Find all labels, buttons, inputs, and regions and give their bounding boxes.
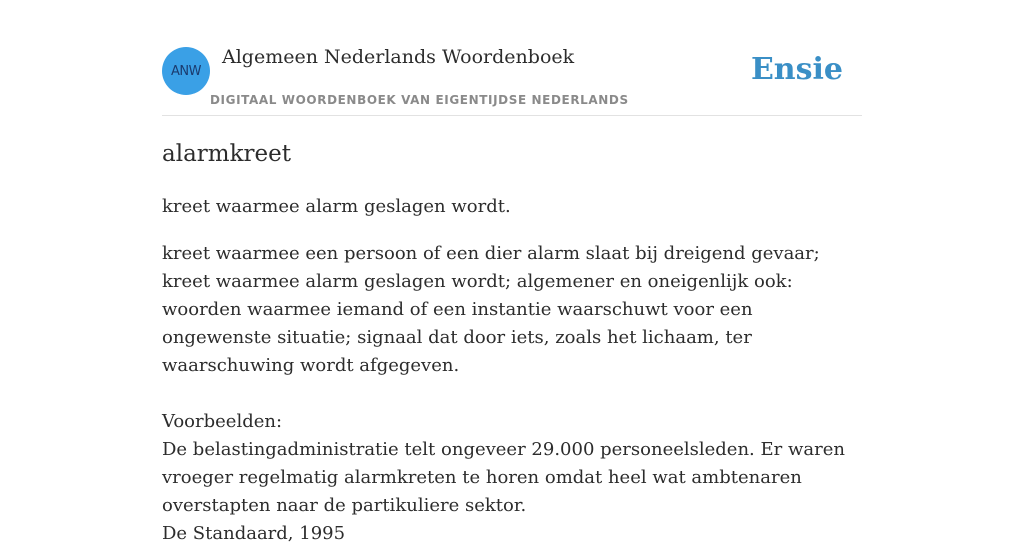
- site-header: [162, 46, 862, 116]
- short-definition: kreet waarmee alarm geslagen wordt.: [162, 196, 511, 217]
- full-definition: kreet waarmee een persoon of een dier alarm slaat bij dreigend gevaar; kreet waarmee alarm geslagen wordt; algemener en oneigenlijk ook: woorden waarmee iemand of een instantie waarschuwt voor een ongewenste situatie; signaal dat door iets, zoals het lichaam, ter waarschuwing wordt afgegeven.: [162, 243, 820, 376]
- logo-text: ANW: [171, 63, 201, 79]
- entry-content: [162, 138, 864, 548]
- ensie-brand-logo[interactable]: Ensie: [750, 52, 843, 87]
- entry-body: [162, 240, 864, 548]
- entry-headword: alarmkreet: [162, 141, 291, 167]
- anw-logo[interactable]: [162, 47, 210, 95]
- example-text: De belastingadministratie telt ongeveer 29.000 personeelsleden. Er waren vroeger regelmatig alarmkreten te horen omdat heel wat ambtenaren overstapten naar de partikuliere sektor.: [162, 439, 845, 516]
- examples-label: Voorbeelden:: [162, 411, 283, 432]
- example-source: De Standaard, 1995: [162, 523, 346, 544]
- dictionary-subtitle: DIGITAAL WOORDENBOEK VAN EIGENTIJDSE NEDERLANDS: [210, 93, 629, 107]
- dictionary-title[interactable]: Algemeen Nederlands Woordenboek: [222, 46, 575, 68]
